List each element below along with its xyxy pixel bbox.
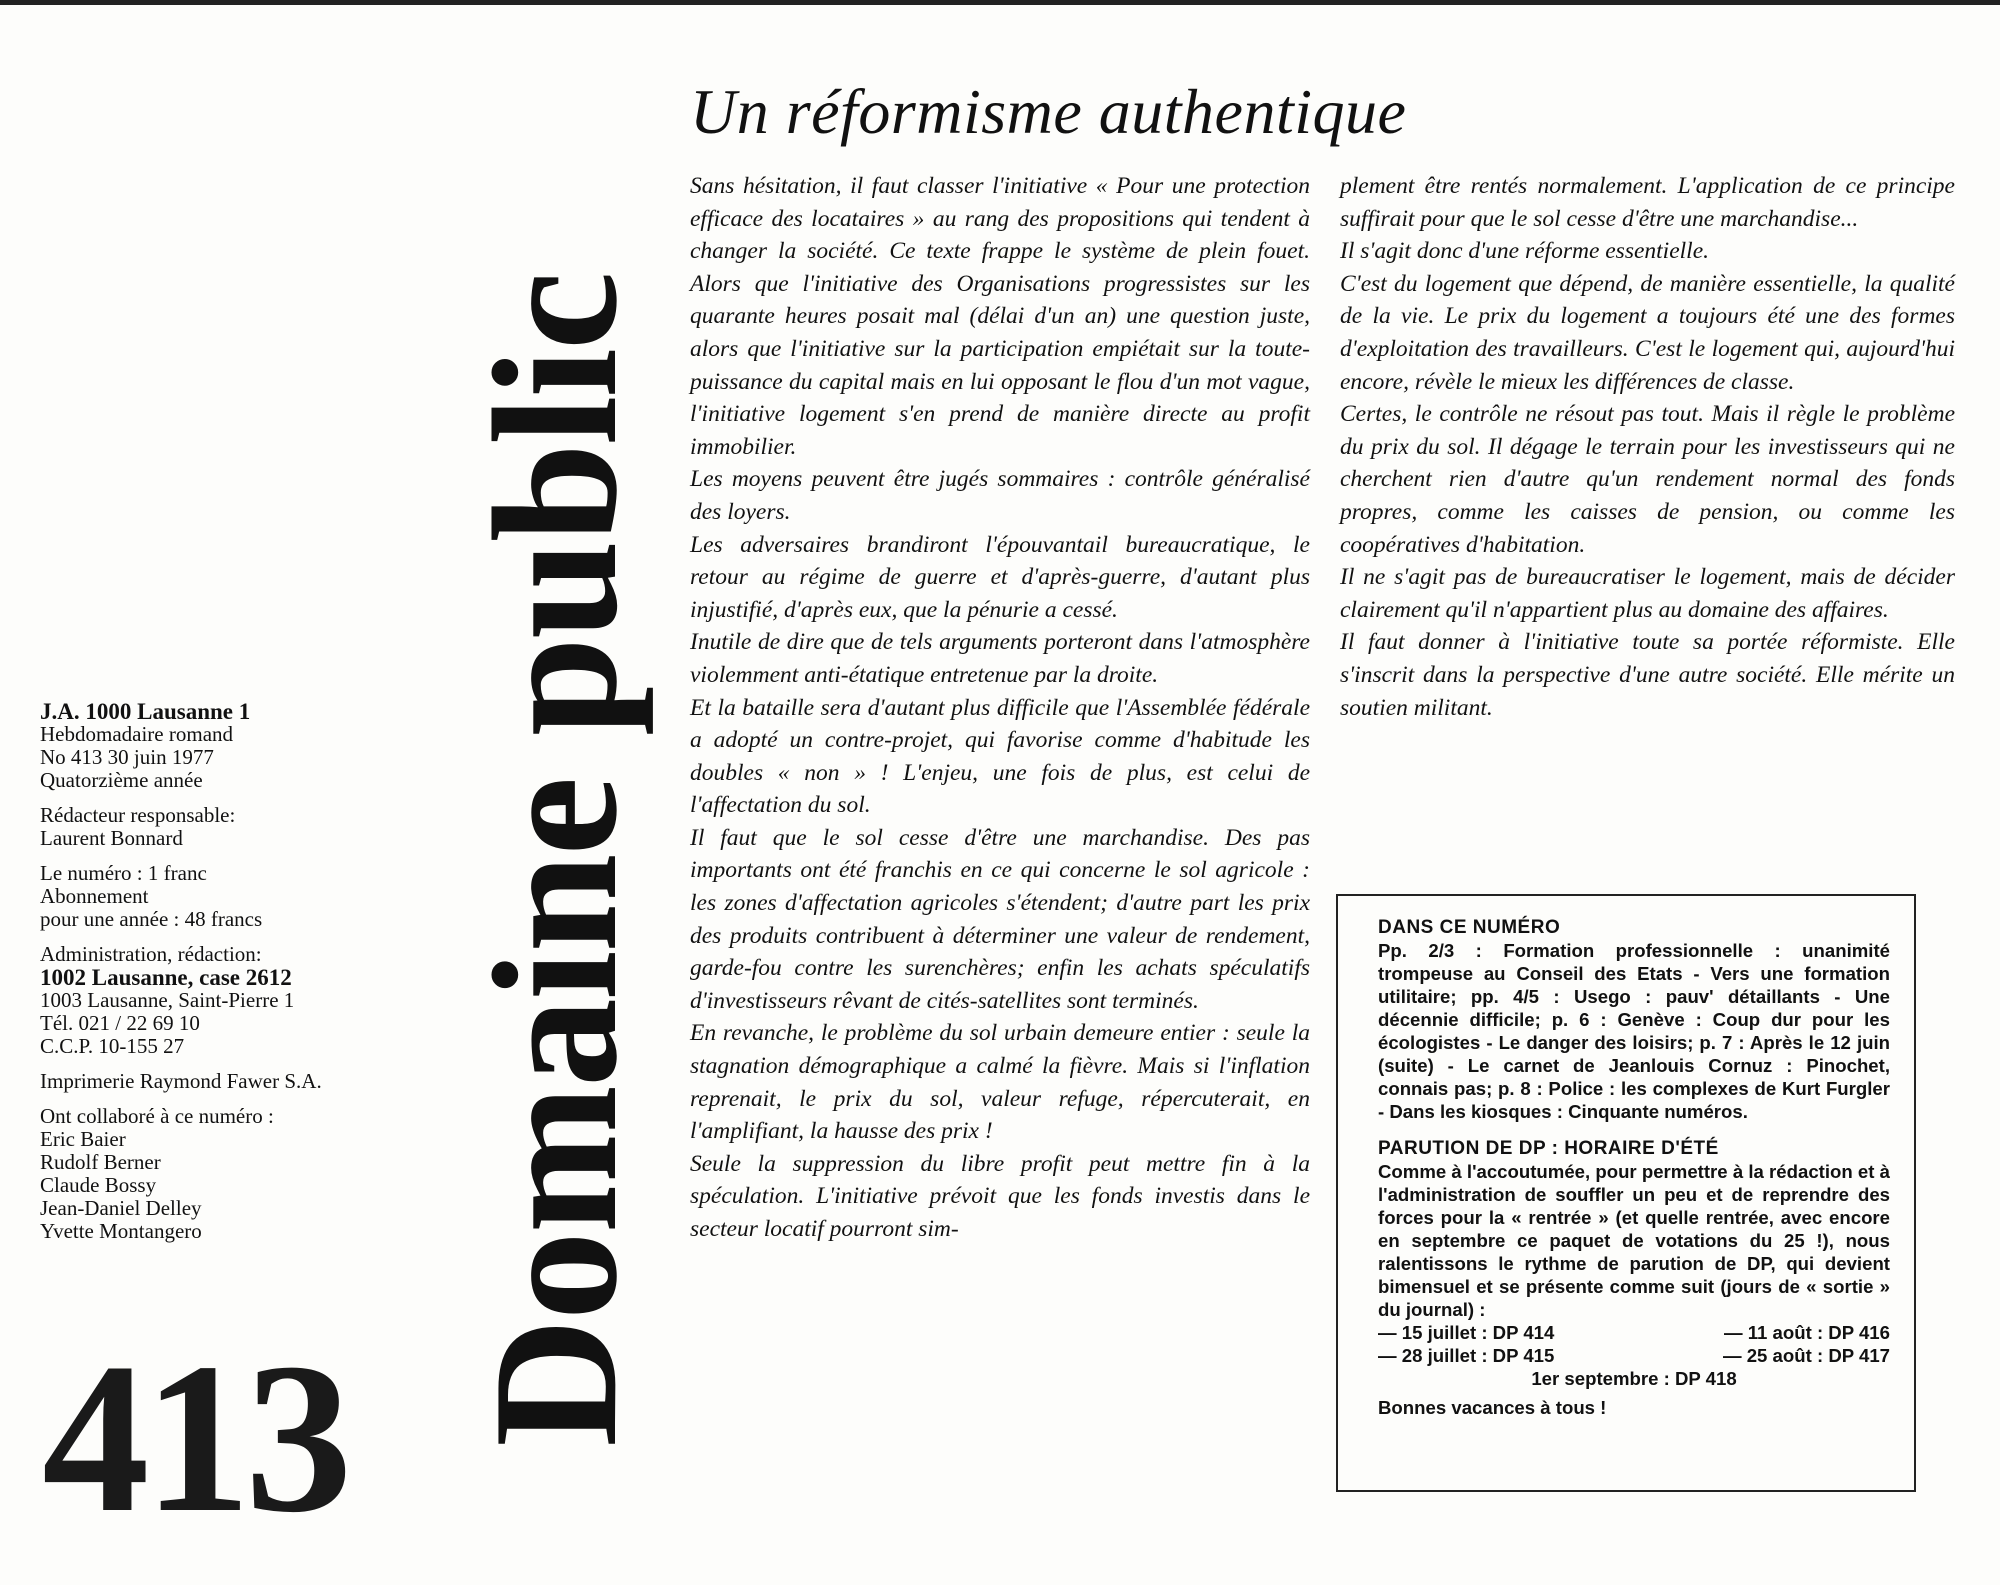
paragraph: Les adversaires brandiront l'épouvantail bureaucratique, le retour au régime de guerre et d'après-guerre, d'autant plus injustifié, d'après eux, que la pénurie a cessé. <box>690 531 1310 623</box>
contents-list: Pp. 2/3 : Formation professionnelle : unanimité trompeuse au Conseil des Etats - Vers une formation utilitaire; pp. 4/5 : Usego : pauv' détaillants - Une décennie difficile; p. 6 : Genève : Coup dur pour les écologistes - Le danger des loisirs; p. 7 : Après le 12 juin (suite) - Le carnet de Jeanlouis Cornuz : Pinochet, connais pas; p. 8 : Police : les complexes de Kurt Furgler - Dans les kiosques : Cinquante numéros. <box>1378 940 1890 1122</box>
contributors-label: Ont collaboré à ce numéro : <box>40 1104 274 1128</box>
closing-line: Bonnes vacances à tous ! <box>1378 1397 1607 1418</box>
paragraph: Les moyens peuvent être jugés sommaires : contrôle généralisé des loyers. <box>690 466 1310 525</box>
article-column-2 <box>1340 170 1955 724</box>
contents-heading: DANS CE NUMÉRO <box>1378 917 1561 938</box>
schedule <box>1378 1321 1890 1390</box>
paragraph: Et la bataille sera d'autant plus difficile que l'Assemblée fédérale a adopté un contre-projet, qui favorise comme d'habitude les doubles « non » ! L'enjeu, une fois de plus, est celui de l'affectation du sol. <box>690 694 1310 819</box>
brand-container <box>455 160 655 1560</box>
paragraph: Sans hésitation, il faut classer l'initiative « Pour une protection efficace des locataires » au rang des propositions qui tendent à changer la société. Ce texte frappe le système de plein fouet. Alors que l'initiative des Organisations progressistes sur les quarante heures posait mal (délai d'un an) une question juste, alors que l'initiative sur la participation empiétait sur la toute-puissance du capital mais en lui opposant le flou d'un mot vague, l'initiative logement s'en prend de manière directe au profit immobilier. <box>690 173 1310 460</box>
paragraph: Il s'agit donc d'une réforme essentielle. <box>1340 238 1710 265</box>
admin-address: 1002 Lausanne, case 2612 <box>40 965 292 990</box>
paragraph: Seule la suppression du libre profit peut mettre fin à la spéculation. L'initiative prévoit que les fonds investis dans le secteur locatif pourront sim- <box>690 1150 1310 1242</box>
schedule-entry: — 28 juillet : DP 415 <box>1378 1345 1555 1366</box>
contact-line: Tél. 021 / 22 69 10 <box>40 1011 200 1035</box>
publication-line: No 413 30 juin 1977 <box>40 745 214 769</box>
schedule-entry: 1er septembre : DP 418 <box>1531 1368 1737 1389</box>
paragraph: Inutile de dire que de tels arguments porteront dans l'atmosphère violemment anti-étatique entretenue par la droite. <box>690 629 1310 688</box>
paragraph: En revanche, le problème du sol urbain demeure entier : seule la stagnation démographique a calmé la fièvre. Mais si l'inflation reprenait, le prix du sol, valeur refuge, répercuterait, en l'amplifiant, la hausse des prix ! <box>690 1020 1310 1145</box>
contributor: Eric Baier <box>40 1127 126 1151</box>
contributor: Rudolf Berner <box>40 1150 161 1174</box>
paragraph: Il faut que le sol cesse d'être une marchandise. Des pas importants ont été franchis en ce qui concerne le sol agricole : les zones d'affectation agricoles s'étendent; d'autre part les prix des produits contribuent à déterminer une valeur de rendement, garde-fou contre les surenchères; enfin les achats spéculatifs d'investisseurs rêvant de cités-satellites sont terminés. <box>690 824 1310 1014</box>
article-column-1 <box>690 170 1310 1246</box>
editor-label: Rédacteur responsable: <box>40 803 236 827</box>
paragraph: plement être rentés normalement. L'application de ce principe suffirait pour que le sol cesse d'être une marchandise... <box>1340 173 1955 232</box>
summer-schedule-heading: PARUTION DE DP : HORAIRE D'ÉTÉ <box>1378 1138 1719 1159</box>
masthead <box>40 700 420 1255</box>
contact-line: C.C.P. 10-155 27 <box>40 1034 185 1058</box>
paragraph: Il faut donner à l'initiative toute sa portée réformiste. Elle s'inscrit dans la perspective d'une autre société. Elle mérite un soutien militant. <box>1340 629 1955 721</box>
issue-number: 413 <box>42 1318 347 1557</box>
postmark: J.A. 1000 Lausanne 1 <box>40 699 251 724</box>
article-title: Un réformisme authentique <box>690 76 1407 147</box>
top-rule <box>0 0 2000 5</box>
contributor: Claude Bossy <box>40 1173 157 1197</box>
brand-title: Domaine public <box>456 273 654 1447</box>
paragraph: C'est du logement que dépend, de manière essentielle, la qualité de la vie. Le prix du logement a toujours été une des formes d'exploitation des travailleurs. C'est le logement qui, aujourd'hui encore, révèle le mieux les différences de classe. <box>1340 270 1955 395</box>
price-line: Le numéro : 1 franc <box>40 861 207 885</box>
contents-box <box>1336 894 1916 1492</box>
contributor: Yvette Montangero <box>40 1219 202 1243</box>
editor-name: Laurent Bonnard <box>40 826 183 850</box>
admin-label: Administration, rédaction: <box>40 942 262 966</box>
schedule-entry: — 11 août : DP 416 <box>1723 1322 1890 1343</box>
paragraph: Il ne s'agit pas de bureaucratiser le logement, mais de décider clairement qu'il n'appartient plus au domaine des affaires. <box>1340 564 1955 623</box>
paragraph: Certes, le contrôle ne résout pas tout. Mais il règle le problème du prix du sol. Il dégage le terrain pour les investisseurs qui ne cherchent rien d'autre qu'un rendement normal des fonds propres, comme les caisses de pension, ou comme les coopératives d'habitation. <box>1340 401 1955 558</box>
printer: Imprimerie Raymond Fawer S.A. <box>40 1069 322 1093</box>
schedule-entry: — 25 août : DP 417 <box>1722 1345 1890 1366</box>
contact-line: 1003 Lausanne, Saint-Pierre 1 <box>40 988 295 1012</box>
contributor: Jean-Daniel Delley <box>40 1196 202 1220</box>
price-line: Abonnement <box>40 884 149 908</box>
publication-line: Quatorzième année <box>40 768 203 792</box>
schedule-entry: — 15 juillet : DP 414 <box>1378 1322 1555 1343</box>
price-line: pour une année : 48 francs <box>40 907 263 931</box>
summer-schedule-text: Comme à l'accoutumée, pour permettre à la rédaction et à l'administration de souffler un peu et de reprendre des forces pour la « rentrée » (et quelle rentrée, avec encore en septembre ce paquet de votations du 25 !), nous ralentissons le rythme de parution de DP, qui devient bimensuel et se présente comme suit (jours de « sortie » du journal) : <box>1378 1161 1890 1320</box>
publication-line: Hebdomadaire romand <box>40 722 234 746</box>
